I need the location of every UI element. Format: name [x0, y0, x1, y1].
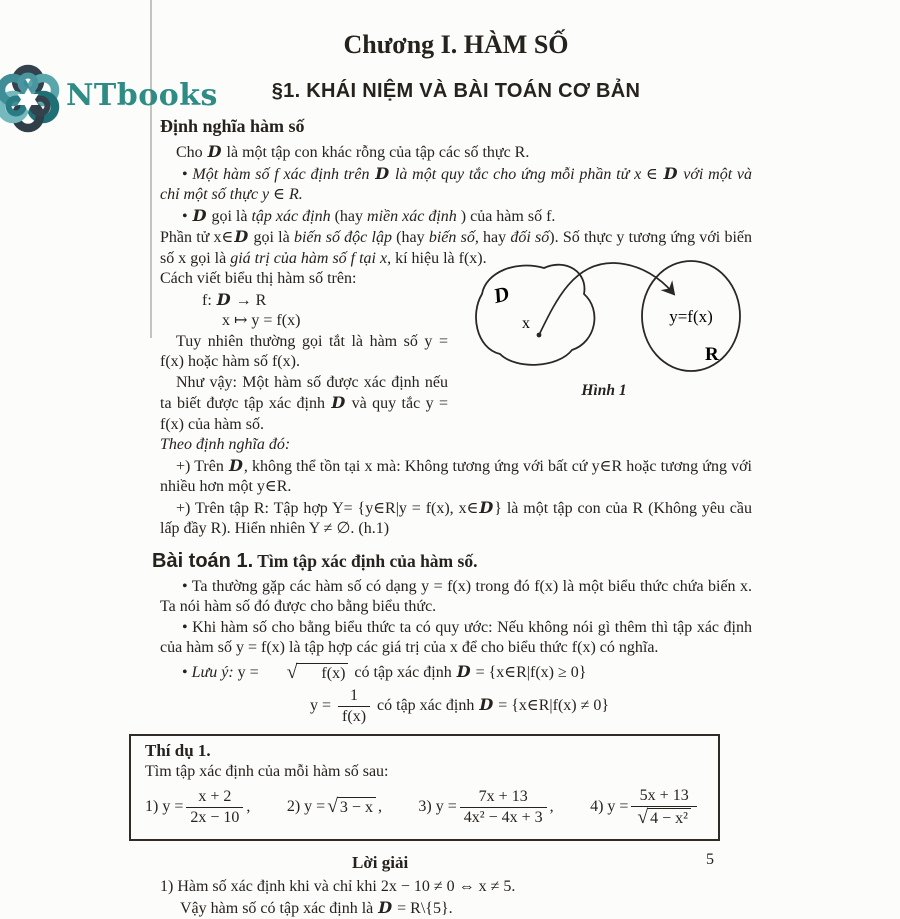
- mapping-arrow: [539, 262, 673, 334]
- problem-1-heading: [152, 550, 752, 573]
- example-1-title: Thí dụ 1.: [145, 740, 211, 760]
- paragraph-p3: • D gọi là tập xác định (hay miền xác định ) của hàm số f.: [182, 205, 556, 225]
- paragraph-p6: f: D → R: [202, 289, 267, 309]
- figure-value-label: y=f(x): [669, 306, 713, 326]
- function-mapping-diagram: [458, 248, 750, 376]
- example-problem-3: 3) y = $\frac{7x + 13}{\text{4x² − 4x + 3}}$ ,: [418, 787, 554, 826]
- domain-blob: [476, 264, 594, 364]
- example-1-prompt: Tìm tập xác định của mỗi hàm số sau:: [145, 762, 389, 780]
- example-problem-2: 2) y = √ 3 − x ,: [287, 797, 382, 817]
- book-page: [145, 24, 753, 919]
- mapping-figure: [458, 248, 750, 400]
- paragraph-p5: Cách viết biểu thị hàm số trên:: [160, 270, 357, 287]
- solution-line-1: 1) Hàm số xác định khi và chỉ khi 2x − 10 ≠ 0 ⇔ x ≠ 5.: [160, 878, 516, 896]
- paragraph-p4: Phần tử x∈D gọi là biến số độc lập (hay biến số, hay đối số). Số thực y tương ứng với biến số x gọi là giá trị của hàm số f tại x, kí hiệu là f(x).: [160, 227, 752, 267]
- page-edge-line: [150, 0, 152, 338]
- paragraph-p2: • Một hàm số f xác định trên D là một quy tắc cho ứng mỗi phần tử x ∈ D với một và chỉ một số thực y ∈ R.: [160, 163, 753, 203]
- paragraph-p15: • Lưu ý: y = √ f(x) có tập xác định D = {x∈R|f(x) ≥ 0}: [160, 662, 752, 684]
- paragraph-p16: y = $\frac{1}{f(x)}$ có tập xác định D = {x∈R|f(x) ≠ 0}: [310, 687, 610, 725]
- page-number: 5: [706, 851, 714, 868]
- paragraph-p14: • Khi hàm số cho bằng biểu thức ta có quy ước: Nếu không nói gì thêm thì tập xác định của hàm số y = f(x) là tập hợp các giá trị của x để cho biểu thức f(x) có nghĩa.: [160, 618, 752, 656]
- paragraph-p11: +) Trên D, không thể tồn tại x mà: Không tương ứng với bất cứ y∈R hoặc tương ứng với nhiều hơn một y∈R.: [160, 455, 753, 495]
- example-1-problems: [145, 787, 706, 828]
- problem-1-title: Tìm tập xác định của hàm số.: [253, 550, 478, 571]
- paragraph-p1: Cho D là một tập con khác rỗng của tập các số thực R.: [176, 142, 530, 161]
- paragraph-p12: +) Trên tập R: Tập hợp Y= {y∈R|y = f(x), x∈D} là một tập con của R (Không yêu cầu lấp đầy R). Hiển nhiên Y ≠ ∅. (h.1): [160, 497, 753, 537]
- figure-domain-label: D: [491, 280, 512, 308]
- paragraph-p9: Như vậy: Một hàm số được xác định nếu ta biết được tập xác định D và quy tắc y = f(x) của hàm số.: [160, 373, 448, 433]
- problem-1-label: Bài toán 1.: [152, 549, 254, 572]
- section-title: §1. KHÁI NIỆM VÀ BÀI TOÁN CƠ BẢN: [271, 80, 641, 102]
- example-problem-4: 4) y = 5x + 13 √ 4 − x²: [590, 787, 700, 828]
- paragraph-p13: • Ta thường gặp các hàm số có dạng y = f(x) trong đó f(x) là một biểu thức chứa biến x. Ta nói hàm số đó được cho bằng biểu thức.: [160, 577, 752, 615]
- example-1-box: [129, 734, 720, 842]
- figure-x-dot: [537, 332, 542, 337]
- paragraph-p7: x ↦ y = f(x): [222, 312, 301, 329]
- example-problem-1: 1) y = $\frac{x + 2}{2x - 10}$ ,: [145, 787, 251, 826]
- figure-codomain-label: R: [705, 343, 719, 365]
- figure-x-label: x: [522, 314, 530, 332]
- solution-heading: Lời giải: [352, 853, 409, 873]
- paragraph-p10: Theo định nghĩa đó:: [160, 436, 291, 453]
- solution-line-2: Vậy hàm số có tập xác định là D = R\{5}.: [180, 897, 453, 917]
- chapter-title: Chương I. HÀM SỐ: [343, 30, 569, 59]
- paragraph-p8: Tuy nhiên thường gọi tắt là hàm số y = f(x) hoặc hàm số f(x).: [160, 332, 448, 370]
- definition-heading: Định nghĩa hàm số: [160, 116, 305, 136]
- rosette-knot-icon: [0, 62, 64, 134]
- ntbooks-logo-text: NTbooks: [66, 77, 218, 113]
- figure-caption: Hình 1: [581, 381, 627, 399]
